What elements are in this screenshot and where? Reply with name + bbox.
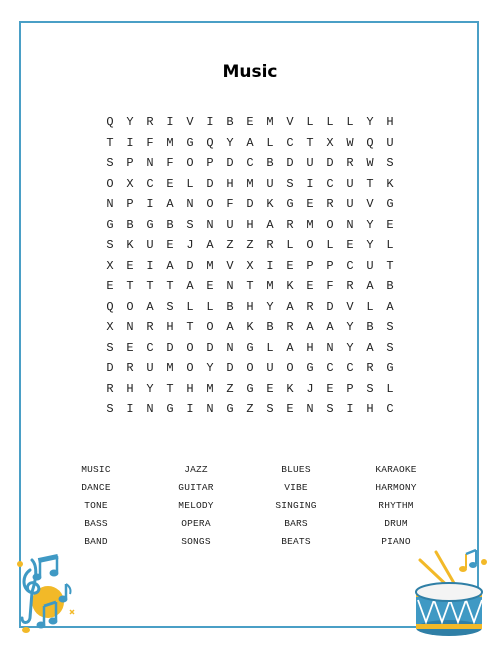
word-item: BLUES — [281, 463, 311, 475]
grid-letter: E — [326, 381, 334, 396]
grid-letter: C — [146, 340, 154, 355]
grid-letter: L — [306, 115, 314, 130]
grid-letter: H — [386, 115, 394, 130]
grid-letter: T — [166, 279, 174, 294]
grid-row — [100, 276, 400, 297]
grid-letter: D — [206, 176, 214, 191]
word-item: DANCE — [81, 481, 111, 493]
grid-letter: M — [266, 115, 274, 130]
grid-letter: H — [126, 381, 134, 396]
grid-letter: B — [386, 279, 394, 294]
grid-letter: U — [346, 176, 354, 191]
grid-letter: J — [186, 238, 194, 253]
grid-letter: M — [246, 176, 254, 191]
grid-row — [100, 297, 400, 318]
grid-row — [100, 112, 400, 133]
grid-letter: R — [306, 299, 314, 314]
grid-letter: A — [246, 135, 254, 150]
grid-letter: B — [366, 320, 374, 335]
word-item: MELODY — [178, 499, 214, 511]
word-item: PIANO — [381, 535, 411, 547]
word-item: BAND — [84, 535, 108, 547]
grid-letter: L — [186, 176, 194, 191]
grid-letter: X — [106, 320, 114, 335]
grid-row — [100, 153, 400, 174]
grid-letter: Y — [226, 135, 234, 150]
grid-letter: M — [266, 279, 274, 294]
word-item: SINGING — [275, 499, 317, 511]
word-row — [46, 478, 446, 496]
grid-letter: N — [346, 217, 354, 232]
grid-letter: T — [246, 279, 254, 294]
grid-letter: N — [306, 402, 314, 417]
page-title: Music — [222, 62, 278, 82]
grid-letter: N — [206, 217, 214, 232]
grid-letter: J — [306, 381, 314, 396]
grid-letter: U — [386, 135, 394, 150]
grid-letter: F — [226, 197, 234, 212]
grid-letter: O — [106, 176, 114, 191]
grid-row — [100, 174, 400, 195]
grid-letter: U — [266, 361, 274, 376]
grid-letter: E — [286, 258, 294, 273]
word-item: DRUM — [384, 517, 408, 529]
grid-letter: Y — [346, 320, 354, 335]
grid-letter: E — [286, 402, 294, 417]
grid-letter: C — [346, 361, 354, 376]
grid-letter: D — [326, 299, 334, 314]
grid-letter: H — [246, 217, 254, 232]
grid-letter: K — [386, 176, 394, 191]
grid-letter: L — [386, 238, 394, 253]
grid-letter: Q — [106, 299, 114, 314]
grid-letter: M — [206, 381, 214, 396]
grid-letter: T — [366, 176, 374, 191]
grid-letter: R — [366, 361, 374, 376]
grid-letter: M — [306, 217, 314, 232]
grid-letter: G — [166, 402, 174, 417]
grid-row — [100, 379, 400, 400]
grid-letter: F — [326, 279, 334, 294]
grid-letter: R — [106, 381, 114, 396]
grid-letter: A — [266, 217, 274, 232]
grid-letter: G — [106, 217, 114, 232]
grid-letter: F — [146, 135, 154, 150]
grid-letter: S — [366, 381, 374, 396]
grid-letter: G — [186, 135, 194, 150]
grid-letter: L — [286, 238, 294, 253]
grid-letter: R — [286, 320, 294, 335]
word-item: BARS — [284, 517, 308, 529]
grid-letter: U — [266, 176, 274, 191]
grid-letter: N — [146, 156, 154, 171]
grid-letter: C — [326, 361, 334, 376]
grid-letter: X — [246, 258, 254, 273]
grid-letter: A — [146, 299, 154, 314]
grid-letter: R — [286, 217, 294, 232]
grid-letter: O — [206, 197, 214, 212]
grid-letter: I — [126, 135, 134, 150]
grid-letter: X — [106, 258, 114, 273]
grid-letter: B — [226, 115, 234, 130]
grid-letter: P — [346, 381, 354, 396]
grid-letter: R — [146, 115, 154, 130]
grid-letter: R — [346, 279, 354, 294]
grid-letter: L — [326, 238, 334, 253]
grid-letter: I — [266, 258, 274, 273]
grid-letter: I — [186, 402, 194, 417]
grid-letter: T — [146, 279, 154, 294]
grid-letter: L — [186, 299, 194, 314]
grid-letter: S — [166, 299, 174, 314]
grid-letter: E — [246, 115, 254, 130]
grid-row — [100, 317, 400, 338]
grid-letter: P — [206, 156, 214, 171]
grid-letter: D — [206, 340, 214, 355]
grid-letter: E — [166, 238, 174, 253]
word-item: RHYTHM — [378, 499, 414, 511]
grid-letter: P — [306, 258, 314, 273]
word-item: BEATS — [281, 535, 311, 547]
grid-letter: I — [346, 402, 354, 417]
grid-letter: Z — [246, 402, 254, 417]
grid-row — [100, 194, 400, 215]
word-row — [46, 460, 446, 478]
grid-row — [100, 215, 400, 236]
grid-letter: G — [386, 197, 394, 212]
grid-letter: A — [326, 320, 334, 335]
grid-row — [100, 256, 400, 277]
grid-letter: S — [386, 320, 394, 335]
grid-letter: B — [126, 217, 134, 232]
grid-letter: I — [126, 402, 134, 417]
grid-letter: K — [246, 320, 254, 335]
grid-letter: S — [106, 340, 114, 355]
grid-letter: U — [146, 361, 154, 376]
grid-letter: S — [326, 402, 334, 417]
grid-letter: M — [166, 135, 174, 150]
grid-letter: G — [306, 361, 314, 376]
grid-letter: O — [246, 361, 254, 376]
word-item: HARMONY — [375, 481, 417, 493]
grid-letter: W — [366, 156, 374, 171]
grid-letter: H — [226, 176, 234, 191]
grid-letter: G — [146, 217, 154, 232]
grid-letter: I — [166, 115, 174, 130]
grid-row — [100, 338, 400, 359]
grid-letter: X — [326, 135, 334, 150]
grid-letter: R — [126, 361, 134, 376]
grid-letter: N — [146, 402, 154, 417]
grid-letter: G — [286, 197, 294, 212]
grid-letter: C — [246, 156, 254, 171]
grid-letter: D — [226, 361, 234, 376]
grid-letter: H — [186, 381, 194, 396]
grid-letter: N — [326, 340, 334, 355]
grid-letter: L — [346, 115, 354, 130]
grid-letter: Y — [346, 340, 354, 355]
grid-letter: Z — [226, 238, 234, 253]
word-item: MUSIC — [81, 463, 111, 475]
grid-letter: E — [206, 279, 214, 294]
grid-letter: E — [126, 340, 134, 355]
grid-letter: V — [226, 258, 234, 273]
grid-letter: K — [286, 381, 294, 396]
grid-letter: G — [246, 381, 254, 396]
grid-letter: U — [146, 238, 154, 253]
grid-letter: O — [186, 340, 194, 355]
grid-letter: Z — [226, 381, 234, 396]
grid-letter: E — [106, 279, 114, 294]
grid-letter: D — [166, 340, 174, 355]
grid-row — [100, 235, 400, 256]
grid-letter: S — [386, 340, 394, 355]
grid-letter: E — [266, 381, 274, 396]
grid-letter: G — [246, 340, 254, 355]
grid-letter: E — [346, 238, 354, 253]
grid-letter: A — [366, 279, 374, 294]
grid-letter: Y — [366, 238, 374, 253]
grid-letter: H — [246, 299, 254, 314]
grid-letter: O — [186, 361, 194, 376]
grid-letter: B — [266, 156, 274, 171]
grid-letter: T — [106, 135, 114, 150]
grid-letter: N — [226, 340, 234, 355]
grid-letter: A — [366, 340, 374, 355]
grid-letter: D — [326, 156, 334, 171]
grid-letter: H — [306, 340, 314, 355]
grid-letter: O — [286, 361, 294, 376]
grid-row — [100, 133, 400, 154]
grid-letter: T — [186, 320, 194, 335]
grid-letter: N — [186, 197, 194, 212]
grid-letter: C — [326, 176, 334, 191]
grid-letter: L — [266, 135, 274, 150]
grid-row — [100, 358, 400, 379]
grid-letter: V — [346, 299, 354, 314]
grid-letter: E — [386, 217, 394, 232]
grid-letter: N — [226, 279, 234, 294]
grid-letter: C — [146, 176, 154, 191]
grid-letter: Z — [246, 238, 254, 253]
word-list — [46, 460, 446, 550]
grid-letter: I — [146, 258, 154, 273]
drum-icon — [410, 548, 492, 640]
grid-letter: Q — [106, 115, 114, 130]
grid-letter: I — [206, 115, 214, 130]
grid-letter: C — [286, 135, 294, 150]
grid-letter: B — [266, 320, 274, 335]
grid-letter: P — [126, 156, 134, 171]
grid-letter: N — [106, 197, 114, 212]
grid-letter: R — [346, 156, 354, 171]
grid-letter: K — [266, 197, 274, 212]
grid-letter: D — [286, 156, 294, 171]
grid-letter: D — [186, 258, 194, 273]
grid-letter: O — [306, 238, 314, 253]
grid-letter: T — [166, 381, 174, 396]
grid-letter: C — [346, 258, 354, 273]
grid-letter: L — [386, 381, 394, 396]
grid-letter: G — [386, 361, 394, 376]
grid-letter: U — [346, 197, 354, 212]
grid-letter: L — [266, 340, 274, 355]
grid-letter: S — [286, 176, 294, 191]
grid-letter: Y — [146, 381, 154, 396]
grid-letter: A — [386, 299, 394, 314]
grid-letter: B — [166, 217, 174, 232]
music-notes-icon — [8, 540, 80, 640]
word-row — [46, 514, 446, 532]
word-item: BASS — [84, 517, 108, 529]
grid-letter: E — [166, 176, 174, 191]
word-item: SONGS — [181, 535, 211, 547]
grid-letter: Y — [126, 115, 134, 130]
grid-letter: S — [266, 402, 274, 417]
grid-letter: V — [186, 115, 194, 130]
grid-letter: H — [166, 320, 174, 335]
grid-letter: L — [206, 299, 214, 314]
grid-letter: X — [126, 176, 134, 191]
grid-letter: U — [366, 258, 374, 273]
grid-letter: I — [306, 176, 314, 191]
grid-letter: D — [246, 197, 254, 212]
grid-letter: R — [266, 238, 274, 253]
grid-letter: R — [146, 320, 154, 335]
grid-letter: A — [226, 320, 234, 335]
grid-letter: A — [166, 197, 174, 212]
grid-letter: W — [346, 135, 354, 150]
word-item: KARAOKE — [375, 463, 417, 475]
grid-letter: V — [366, 197, 374, 212]
grid-letter: M — [206, 258, 214, 273]
grid-letter: L — [366, 299, 374, 314]
grid-letter: Y — [266, 299, 274, 314]
word-item: OPERA — [181, 517, 211, 529]
grid-letter: S — [106, 156, 114, 171]
grid-letter: N — [126, 320, 134, 335]
grid-letter: P — [126, 197, 134, 212]
grid-letter: O — [126, 299, 134, 314]
grid-letter: T — [386, 258, 394, 273]
grid-letter: O — [206, 320, 214, 335]
grid-letter: E — [306, 279, 314, 294]
grid-letter: I — [146, 197, 154, 212]
word-row — [46, 532, 446, 550]
grid-letter: S — [186, 217, 194, 232]
grid-letter: H — [366, 402, 374, 417]
grid-letter: A — [206, 238, 214, 253]
letter-grid — [100, 112, 400, 420]
word-item: JAZZ — [184, 463, 208, 475]
grid-letter: Q — [206, 135, 214, 150]
grid-letter: N — [206, 402, 214, 417]
grid-letter: S — [106, 402, 114, 417]
grid-letter: C — [386, 402, 394, 417]
word-row — [46, 496, 446, 514]
grid-letter: D — [226, 156, 234, 171]
word-item: GUITAR — [178, 481, 214, 493]
grid-letter: S — [106, 238, 114, 253]
grid-letter: O — [186, 156, 194, 171]
grid-row — [100, 399, 400, 420]
grid-letter: V — [286, 115, 294, 130]
grid-letter: A — [286, 299, 294, 314]
word-item: VIBE — [284, 481, 308, 493]
grid-letter: Q — [366, 135, 374, 150]
grid-letter: P — [326, 258, 334, 273]
grid-letter: U — [306, 156, 314, 171]
grid-letter: Y — [366, 217, 374, 232]
grid-letter: M — [166, 361, 174, 376]
grid-letter: A — [286, 340, 294, 355]
grid-letter: O — [326, 217, 334, 232]
grid-letter: D — [106, 361, 114, 376]
grid-letter: R — [326, 197, 334, 212]
grid-letter: G — [226, 402, 234, 417]
grid-letter: T — [126, 279, 134, 294]
grid-letter: U — [226, 217, 234, 232]
grid-letter: T — [306, 135, 314, 150]
grid-letter: F — [166, 156, 174, 171]
grid-letter: A — [186, 279, 194, 294]
grid-letter: K — [126, 238, 134, 253]
grid-letter: B — [226, 299, 234, 314]
grid-letter: K — [286, 279, 294, 294]
grid-letter: L — [326, 115, 334, 130]
grid-letter: Y — [366, 115, 374, 130]
word-item: TONE — [84, 499, 108, 511]
grid-letter: E — [126, 258, 134, 273]
grid-letter: S — [386, 156, 394, 171]
grid-letter: A — [306, 320, 314, 335]
grid-letter: E — [306, 197, 314, 212]
grid-letter: A — [166, 258, 174, 273]
grid-letter: Y — [206, 361, 214, 376]
